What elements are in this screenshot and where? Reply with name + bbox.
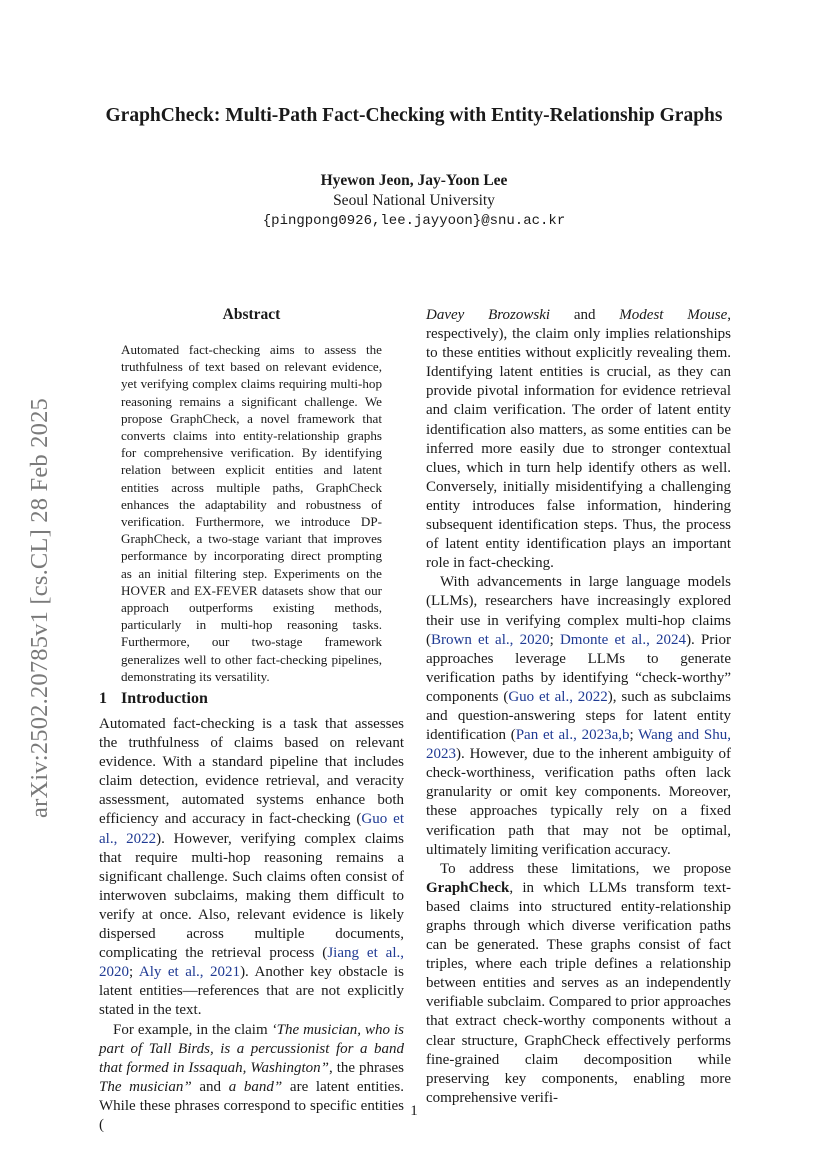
text-span: To address these limitations, we propose <box>440 860 731 877</box>
citation-link[interactable]: Dmonte et al., 2024 <box>559 631 687 648</box>
method-name: GraphCheck <box>426 879 510 896</box>
intro-paragraph-4 <box>426 860 731 1108</box>
citation-link[interactable]: Brown et al., 2020 <box>431 631 550 648</box>
text-span: ; <box>629 727 639 744</box>
citation-link[interactable]: Guo et al., 2022 <box>508 688 608 705</box>
citation-link[interactable]: Jiang et al., 2020 <box>99 945 404 981</box>
text-span: Automated fact-checking is a task that assesses the truthfulness of claims based on relevant evidence. With a standard pipeline that includes claim detection, evidence retrieval, and veracity assessment, automated systems enhance both efficiency and accuracy in fact-checking ( <box>99 716 404 828</box>
page-number: 1 <box>410 1103 418 1119</box>
citation-link[interactable]: Wang and Shu, 2023 <box>426 727 732 763</box>
text-span: , in which LLMs transform text-based claims into structured entity-relationship graphs through which diverse verification paths can be generated. These graphs consist of fact triples, where each triple defines a relationship between entities and serves as an independently verifiable subclaim. Compared to prior approaches that extract check-worthy components without a clear structure, GraphCheck effectively performs fine-grained claim decomposition while preserving key components, enabling more comprehensive verifi- <box>426 879 731 1106</box>
section-number: 1 <box>99 690 107 707</box>
abstract-body: Automated fact-checking aims to assess the truthfulness of text based on relevant evidence, yet verifying complex claims requiring multi-hop reasoning remains a significant challenge. We propose GraphCheck, a novel framework that converts claims into entity-relationship graphs for comprehensive verification. By identifying relation between explicit entities and latent entities across multiple paths, GraphCheck enhances the adaptability and robustness of verification. Furthermore, we introduce DP-GraphCheck, a two-stage variant that improves performance by incorporating direct prompting as an initial filtering step. Experiments on the HOVER and EX-FEVER datasets show that our approach outperforms existing methods, particularly in multi-hop reasoning tasks. Furthermore, our two-stage framework generalizes well to other fact-checking pipelines, demonstrating its versatility. <box>121 342 382 684</box>
text-span: ). Another key obstacle is latent entities—references that are not explicitly stated in the text. <box>99 964 404 1019</box>
latent-entity-phrase: a band” <box>228 1078 283 1095</box>
citation-link[interactable]: Pan et al., 2023a,b <box>515 727 630 744</box>
author-affiliation: Seoul National University <box>333 192 495 209</box>
text-span: ). However, due to the inherent ambiguity of check-worthiness, verification paths often lack granularity or omit key components. Moreover, these approaches typically rely on a fixed verification path that may not be optimal, ultimately limiting verification accuracy. <box>426 746 731 858</box>
text-span: For example, in the claim <box>113 1021 272 1038</box>
section-heading-introduction <box>99 690 208 708</box>
citation-link[interactable]: Aly et al., 2021 <box>138 964 241 981</box>
text-span: ). However, verifying complex claims that require multi-hop reasoning remains a significant challenge. Such claims often consist of interwoven subclaims, making them difficult to verify at once. Also, relevant evidence is likely dispersed across multiple documents, complicating the retrieval process ( <box>99 830 404 962</box>
intro-paragraph-1 <box>99 715 404 1021</box>
text-span: With advancements in large language models (LLMs), researchers have increasingly explored their use in verifying complex multi-hop claims ( <box>426 574 731 648</box>
text-span: , respectively), the claim only implies relationships to these entities without explicitly revealing them. Identifying latent entities is crucial, as they can provide pivotal information for evidence retrieval and claim verification. The order of latent entity identification also matters, as some entities can be inferred more easily due to stronger contextual clues, which in turn help identify others as well. Conversely, initially misidentifying a challenging entity introduces false information, hindering subsequent identification steps. Thus, the process of latent entity identification plays an important role in fact-checking. <box>426 307 731 572</box>
text-span: are latent entities. While these phrases correspond to specific entities ( <box>99 1078 404 1133</box>
arxiv-identifier <box>14 355 66 860</box>
text-span: ), such as subclaims and question-answering steps for latent entity identification ( <box>426 688 731 744</box>
paper-title: GraphCheck: Multi-Path Fact-Checking with Entity-Relationship Graphs <box>105 105 723 126</box>
text-span: ; <box>549 631 560 648</box>
citation-link[interactable]: Guo et al., 2022 <box>99 811 404 847</box>
entity-name: Modest Mouse <box>619 307 728 323</box>
author-names: Hyewon Jeon, Jay-Yoon Lee <box>320 172 508 189</box>
claim-quote: ‘The musician, who is part of Tall Birds, is a percussionist for a band that formed in Issaquah, Washington” <box>99 1021 404 1076</box>
abstract-heading: Abstract <box>222 306 281 323</box>
intro-paragraph-2-continued <box>426 306 731 573</box>
text-span: ; <box>129 964 139 981</box>
entity-name: Davey Brozowski <box>426 307 551 323</box>
latent-entity-phrase: The musician” <box>99 1078 192 1095</box>
text-span: and <box>550 307 620 323</box>
right-column-body <box>426 306 731 1108</box>
arxiv-identifier-text: arXiv:2502.20785v1 [cs.CL] 28 Feb 2025 <box>26 397 53 818</box>
intro-paragraph-3 <box>426 573 731 859</box>
left-column-body <box>99 715 404 1135</box>
section-title: Introduction <box>121 690 208 707</box>
text-span: and <box>191 1078 229 1095</box>
author-email: {pingpong0926,lee.jayyoon}@snu.ac.kr <box>262 213 566 229</box>
author-block <box>0 171 828 231</box>
text-span: , the phrases <box>328 1059 404 1076</box>
text-span: ). Prior approaches leverage LLMs to generate verification paths by identifying “check-worthy” components ( <box>426 631 732 705</box>
